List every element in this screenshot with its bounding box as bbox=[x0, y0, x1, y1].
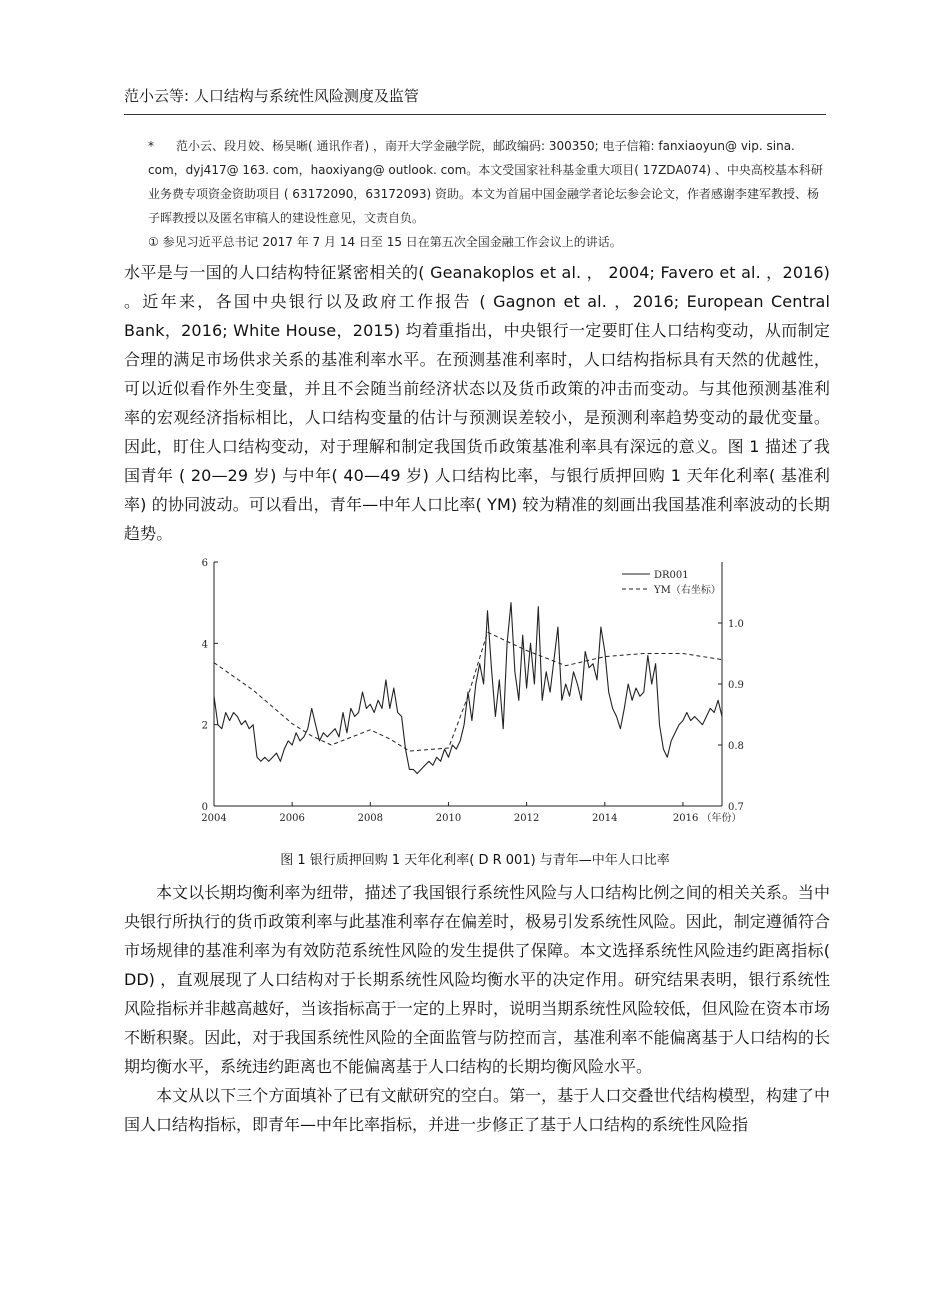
figure-1-chart bbox=[190, 552, 750, 832]
x-tick-label: 2010 bbox=[435, 813, 462, 824]
header-rule bbox=[124, 114, 826, 115]
body-text bbox=[124, 878, 830, 1139]
right-tick-label: 0.7 bbox=[728, 802, 744, 813]
body-paragraph-continued: 水平是与一国的人口结构特征紧密相关的( Geanakoplos et al. ， 2004; Favero et al. ，2016) 。近年来，各国中央银行以及政府工作报告 ( Gagnon et al. ，2016; European Central Bank，2016; White House，2015) 均着重指出，中央银行一定要盯住人口结构变动，从而制定合理的满足市场供求关系的基准利率水平。在预测基准利率时，人口结构指标具有天然的优越性，可以近似看作外生变量，并且不会随当前经济状态以及货币政策的冲击而变动。与其他预测基准利率的宏观经济指标相比，人口结构变量的估计与预测误差较小，是预测利率趋势变动的最优变量。因此，盯住人口结构变动，对于理解和制定我国货币政策基准利率具有深远的意义。图 1 描述了我国青年 ( 20—29 岁) 与中年( 40—49 岁) 人口结构比率，与银行质押回购 1 天年化利率( 基准利率) 的协同波动。可以看出，青年—中年人口比率( YM) 较为精准的刻画出我国基准利率波动的长期趋势。 bbox=[124, 263, 830, 543]
footnote-author-text: 范小云、段月姣、杨昊晰( 通讯作者) ，南开大学金融学院，邮政编码: 300350; 电子信箱: fanxiaoyun@ vip. sina. com，dyj417@ 163. com，haoxiyang@ outlook. com。本文受国家社科基金重大项目( 17ZDA074) 、中央高校基本科研业务费专项资金资助项目 ( 63172090，63172093) 资助。本文为首届中国金融学者论坛参会论文，作者感谢李建军教授、杨子晖教授以及匿名审稿人的建设性意见，文责自负。 bbox=[148, 139, 823, 225]
x-tick-label: 2006 bbox=[279, 813, 305, 824]
left-tick-label: 2 bbox=[201, 720, 208, 732]
footnote-1: ① 参见习近平总书记 2017 年 7 月 14 日至 15 日在第五次全国金融工作会议上的讲话。 bbox=[148, 235, 622, 249]
x-tick-label: 2014 bbox=[592, 813, 618, 824]
left-tick-label: 6 bbox=[201, 558, 208, 569]
series-line-dr001 bbox=[214, 603, 722, 774]
footnote-author bbox=[124, 134, 826, 230]
right-tick-label: 0.9 bbox=[728, 680, 744, 691]
right-tick-label: 0.8 bbox=[728, 741, 744, 752]
x-tick-label: 2004 bbox=[201, 813, 227, 824]
right-tick-label: 1.0 bbox=[728, 619, 744, 630]
x-tick-label: 2008 bbox=[357, 813, 384, 824]
body-paragraph-2: 本文以长期均衡利率为纽带，描述了我国银行系统性风险与人口结构比例之间的相关关系。当中央银行所执行的货币政策利率与此基准利率存在偏差时，极易引发系统性风险。因此，制定遵循符合市场规律的基准利率为有效防范系统性风险的发生提供了保障。本文选择系统性风险违约距离指标( DD) ，直观展现了人口结构对于长期系统性风险均衡水平的决定作用。研究结果表明，银行系统性风险指标并非越高越好，当该指标高于一定的上界时，说明当期系统性风险较低，但风险在资本市场不断积聚。因此，对于我国系统性风险的全面监管与防控而言，基准利率不能偏离基于人口结构的长期均衡水平，系统违约距离也不能偏离基于人口结构的长期均衡风险水平。 bbox=[124, 883, 830, 1076]
figure-1 bbox=[190, 552, 750, 832]
body-paragraph-3: 本文从以下三个方面填补了已有文献研究的空白。第一，基于人口交叠世代结构模型，构建了中国人口结构指标，即青年—中年比率指标，并进一步修正了基于人口结构的系统性风险指 bbox=[124, 1086, 830, 1134]
x-tick-label: 2016 （年份） bbox=[672, 813, 742, 824]
left-tick-label: 0 bbox=[201, 802, 208, 813]
running-header bbox=[124, 86, 826, 106]
legend-label-dr001: DR001 bbox=[654, 570, 689, 581]
legend-label-ym: YM（右坐标） bbox=[654, 585, 721, 596]
figure-caption: 图 1 银行质押回购 1 天年化利率( D R 001) 与青年—中年人口比率 bbox=[280, 853, 670, 868]
footnotes bbox=[124, 134, 826, 254]
running-title: 范小云等: 人口结构与系统性风险测度及监管 bbox=[124, 87, 419, 105]
footnote-star-mark: * bbox=[148, 139, 154, 153]
x-tick-label: 2012 bbox=[513, 813, 540, 824]
left-tick-label: 4 bbox=[201, 639, 208, 651]
